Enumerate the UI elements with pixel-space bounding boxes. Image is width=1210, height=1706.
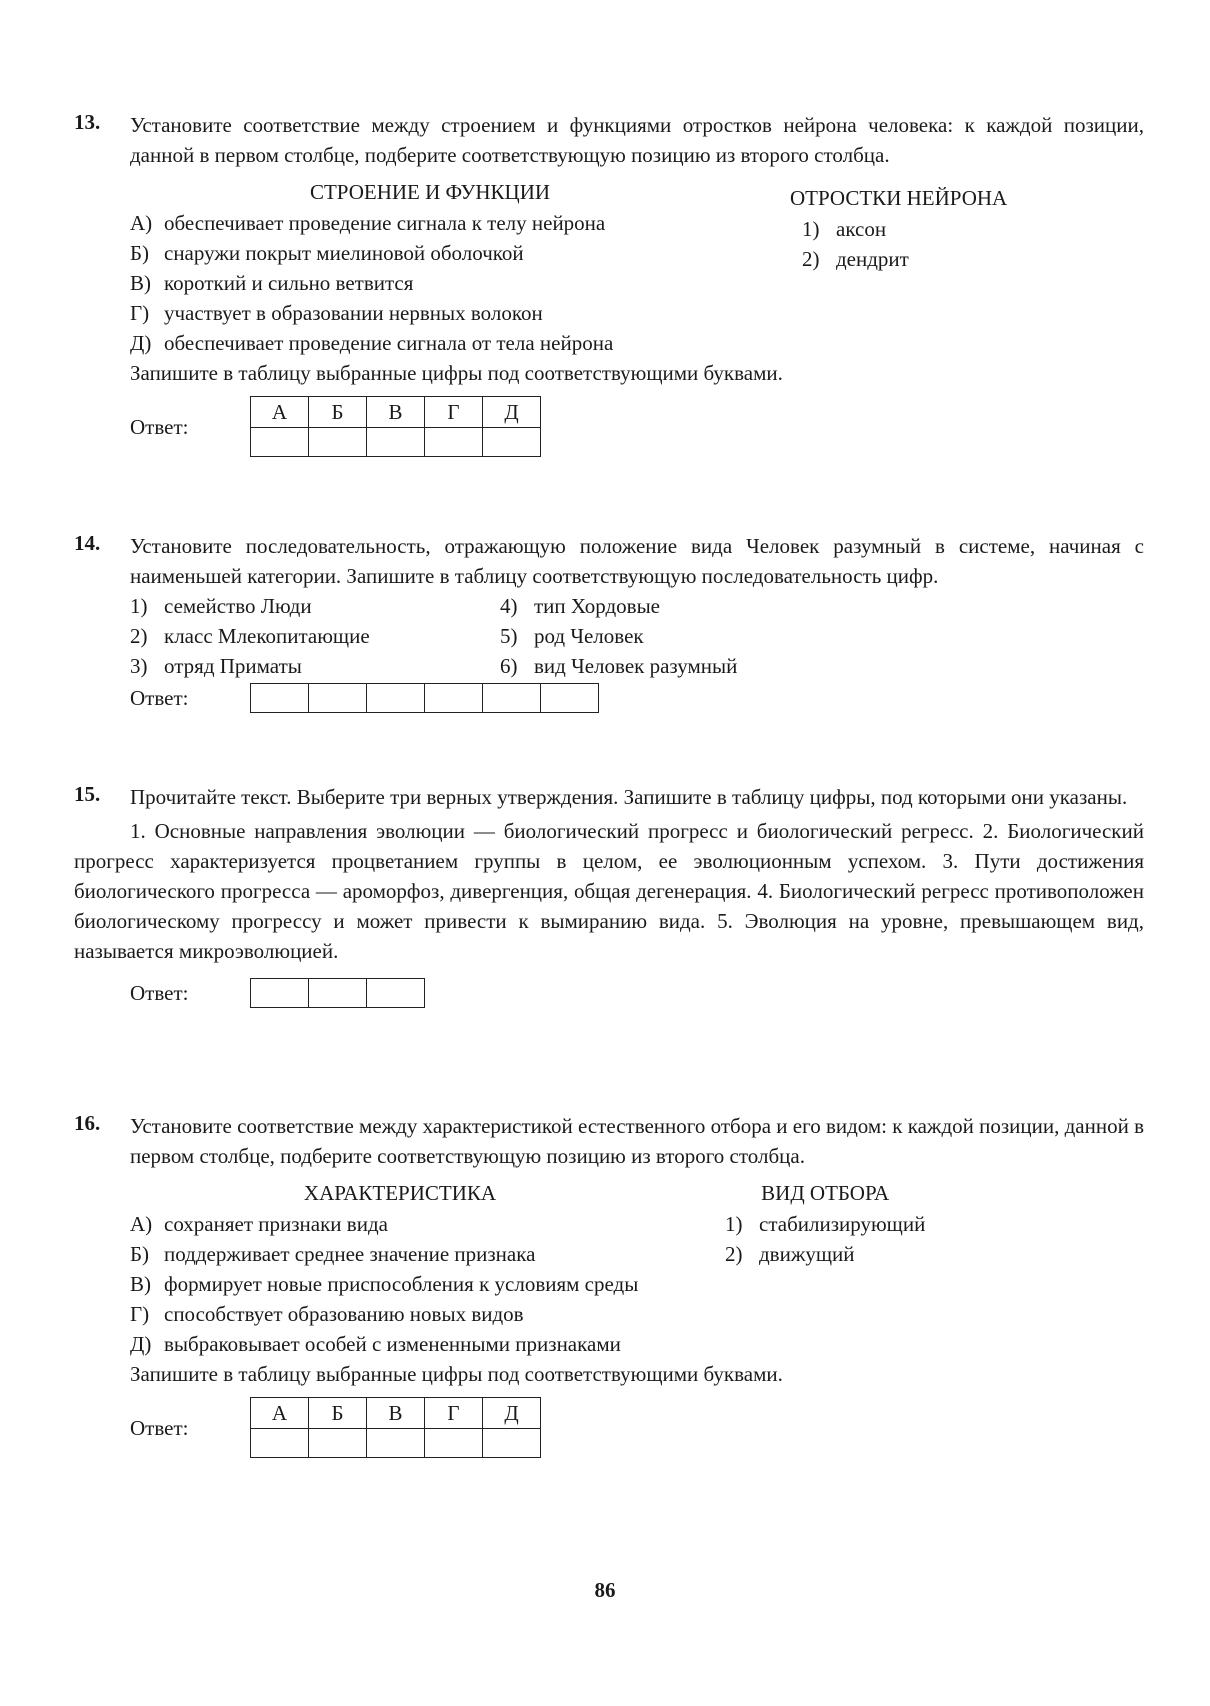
answer-cell[interactable] [251, 684, 309, 713]
question-text: Установите соответствие между строением и функциями отростков нейрона человека: к каждой позиции, данной в первом столбце, подберите соответствующую позицию из второго столбца. [130, 113, 1144, 167]
question-number: 16. [74, 1111, 101, 1135]
answer-cell[interactable] [367, 684, 425, 713]
answer-cell[interactable] [309, 1429, 367, 1458]
option-text: дендрит [836, 247, 909, 271]
letter-cell: А [251, 1398, 309, 1429]
letter-cell: Д [483, 397, 541, 428]
question-text: Установите последовательность, отражающую положение вида Человек разумный в системе, начиная с наименьшей категории. Запишите в таблицу соответствующую последовательность цифр. [130, 534, 1144, 588]
question-text: Установите соответствие между характеристикой естественного отбора и его видом: к каждой позиции, данной в первом столбце, подберите соответствующую позицию из второго столбца. [130, 1114, 1144, 1168]
answer-cell[interactable] [367, 428, 425, 457]
item-letter: А) [130, 211, 153, 235]
option-number: 5) [500, 624, 518, 648]
option-text: стабилизирующий [759, 1212, 926, 1236]
option-number: 1) [130, 594, 148, 618]
answer-table [250, 683, 599, 713]
letter-cell: В [367, 397, 425, 428]
question-number: 15. [74, 782, 101, 806]
option-text: тип Хордовые [534, 594, 660, 618]
answer-cell[interactable] [483, 684, 541, 713]
answer-cell[interactable] [425, 684, 483, 713]
question-16 [74, 1111, 1144, 1458]
question-15 [74, 782, 1144, 1008]
left-column-header: ХАРАКТЕРИСТИКА [303, 1181, 497, 1205]
item-text: поддерживает среднее значение признака [164, 1242, 536, 1266]
question-13 [74, 110, 1144, 457]
item-text: формирует новые приспособления к условиям среды [164, 1272, 639, 1296]
option-number: 1) [725, 1212, 743, 1236]
answer-table [250, 978, 425, 1008]
left-column-header: СТРОЕНИЕ И ФУНКЦИИ [309, 180, 551, 204]
answer-cell[interactable] [309, 979, 367, 1008]
answer-table [250, 396, 541, 457]
passage: 1. Основные направления эволюции — биологический прогресс и биологический регресс. 2. Биологический прогресс характеризуется процветанием группы в целом, ее эволюционным успехом. 3. Пути достижения биологического прогресса — ароморфоз, дивергенция, общая дегенерация. 4. Биологический регресс противоположен биологическому прогрессу и может привести к вымиранию вида. 5. Эволюция на уровне, превышающем вид, называется микроэволюцией. [74, 819, 1144, 963]
instruction: Запишите в таблицу выбранные цифры под соответствующими буквами. [130, 361, 783, 385]
question-text: Прочитайте текст. Выберите три верных утверждения. Запишите в таблицу цифры, под которыми они указаны. [130, 785, 1128, 809]
answer-cell[interactable] [251, 1429, 309, 1458]
option-number: 4) [500, 594, 518, 618]
option-number: 6) [500, 654, 518, 678]
page-number: 86 [594, 1578, 616, 1602]
item-letter: Г) [130, 1302, 150, 1326]
answer-cell[interactable] [541, 684, 599, 713]
option-number: 2) [725, 1242, 743, 1266]
option-text: класс Млекопитающие [164, 624, 370, 648]
item-text: сохраняет признаки вида [164, 1212, 388, 1236]
item-letter: А) [130, 1212, 153, 1236]
answer-table [250, 1397, 541, 1458]
item-text: обеспечивает проведение сигнала к телу нейрона [164, 211, 606, 235]
letter-cell: Б [309, 1398, 367, 1429]
question-number: 13. [74, 110, 101, 134]
item-letter: Д) [130, 1332, 152, 1356]
answer-label: Ответ: [130, 981, 189, 1005]
item-text: снаружи покрыт миелиновой оболочкой [164, 241, 524, 265]
letter-cell: Б [309, 397, 367, 428]
option-text: движущий [759, 1242, 855, 1266]
answer-cell[interactable] [483, 428, 541, 457]
answer-cell[interactable] [367, 1429, 425, 1458]
answer-label: Ответ: [130, 414, 189, 439]
option-text: аксон [836, 217, 887, 241]
instruction: Запишите в таблицу выбранные цифры под соответствующими буквами. [130, 1362, 783, 1386]
item-letter: В) [130, 271, 151, 295]
option-number: 3) [130, 654, 148, 678]
option-number: 2) [802, 247, 820, 271]
option-text: вид Человек разумный [534, 654, 738, 678]
answer-cell[interactable] [309, 428, 367, 457]
item-text: выбраковывает особей с измененными признаками [164, 1332, 621, 1356]
item-text: участвует в образовании нервных волокон [164, 301, 543, 325]
answer-cell[interactable] [425, 428, 483, 457]
item-letter: Б) [130, 241, 150, 265]
item-letter: Д) [130, 331, 152, 355]
letter-cell: Г [425, 1398, 483, 1429]
answer-cell[interactable] [309, 684, 367, 713]
item-text: обеспечивает проведение сигнала от тела нейрона [164, 331, 614, 355]
item-text: способствует образованию новых видов [164, 1302, 524, 1326]
right-column-header: ОТРОСТКИ НЕЙРОНА [790, 186, 1008, 210]
answer-cell[interactable] [425, 1429, 483, 1458]
answer-label: Ответ: [130, 1415, 189, 1440]
answer-cell[interactable] [251, 428, 309, 457]
letter-cell: Г [425, 397, 483, 428]
option-number: 1) [802, 217, 820, 241]
item-letter: Г) [130, 301, 150, 325]
item-letter: Б) [130, 1242, 150, 1266]
answer-cell[interactable] [483, 1429, 541, 1458]
item-letter: В) [130, 1272, 151, 1296]
answer-cell[interactable] [367, 979, 425, 1008]
item-text: короткий и сильно ветвится [164, 271, 414, 295]
question-number: 14. [74, 531, 101, 555]
question-14 [74, 531, 1144, 713]
answer-cell[interactable] [251, 979, 309, 1008]
answer-label: Ответ: [130, 686, 189, 710]
letter-cell: А [251, 397, 309, 428]
option-number: 2) [130, 624, 148, 648]
option-text: род Человек [534, 624, 644, 648]
right-column-header: ВИД ОТБОРА [761, 1181, 890, 1205]
option-text: отряд Приматы [164, 654, 302, 678]
letter-cell: В [367, 1398, 425, 1429]
option-text: семейство Люди [164, 594, 312, 618]
letter-cell: Д [483, 1398, 541, 1429]
